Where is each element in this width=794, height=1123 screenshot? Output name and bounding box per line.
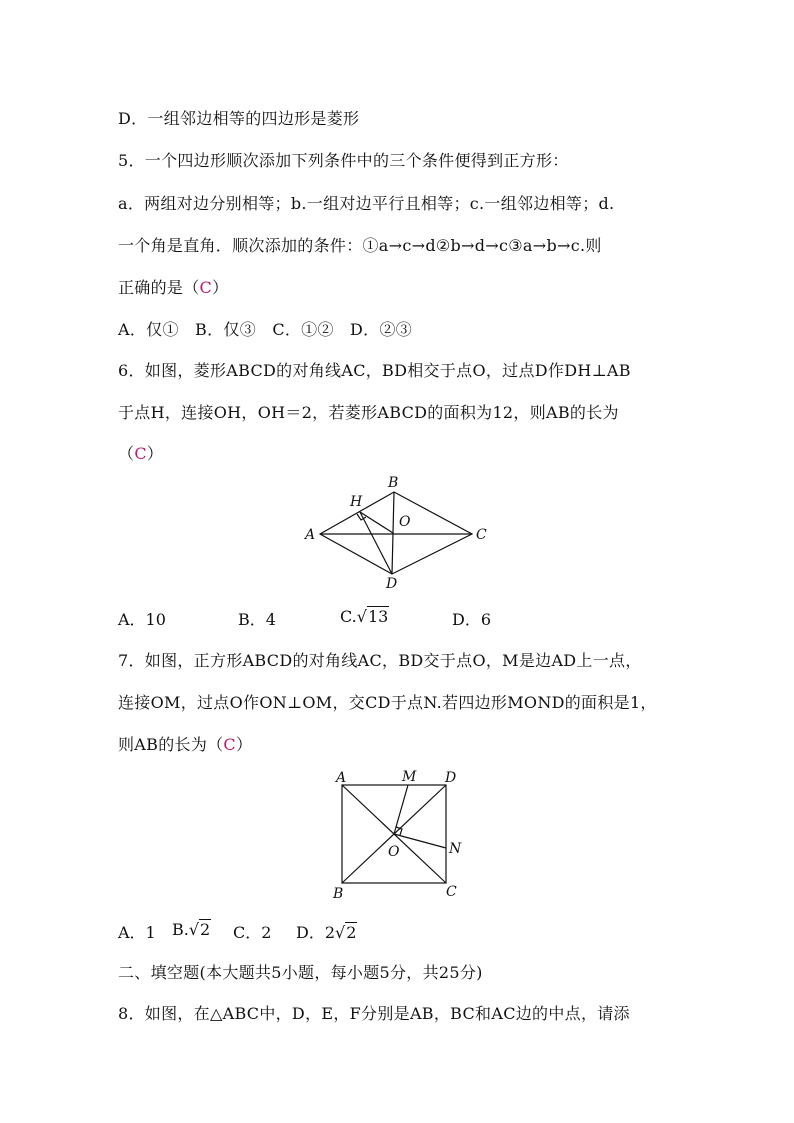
sqrt-2: √2 bbox=[335, 923, 357, 942]
label-o: O bbox=[388, 844, 400, 860]
square-figure bbox=[325, 766, 475, 904]
q6-option-c bbox=[340, 607, 389, 626]
rhombus-figure bbox=[300, 472, 500, 592]
q7-option-c: C．2 bbox=[233, 923, 272, 942]
q6-option-d: D．6 bbox=[452, 610, 492, 629]
line-q5-options: A．仅① B．仅③ C．①② D．②③ bbox=[118, 320, 413, 339]
line-q7-stem-2: 连接OM，过点O作ON⊥OM，交CD于点N.若四边形MOND的面积是1， bbox=[118, 693, 657, 712]
q6-option-a: A．10 bbox=[118, 610, 166, 629]
answer-prompt: 则AB的长为（ bbox=[118, 735, 224, 754]
answer-prompt: 正确的是（ bbox=[118, 278, 200, 297]
line-q5-orders: 一个角是直角．顺次添加的条件：①a→c→d②b→d→c③a→b→c.则 bbox=[118, 236, 602, 255]
rhombus-outline bbox=[320, 492, 472, 574]
answer-close: ） bbox=[212, 278, 229, 297]
q7-option-b bbox=[172, 920, 211, 939]
label-a: A bbox=[336, 770, 347, 786]
label-n: N bbox=[449, 841, 462, 857]
label-m: M bbox=[402, 769, 417, 785]
q7-option-a: A．1 bbox=[118, 923, 156, 942]
label-c: C bbox=[446, 884, 457, 900]
sqrt-radicand: 2 bbox=[200, 920, 211, 939]
label-d: D bbox=[386, 576, 398, 592]
line-q6-stem-2: 于点H，连接OH，OH＝2，若菱形ABCD的面积为12，则AB的长为 bbox=[118, 403, 619, 422]
q7-option-d-prefix: D．2 bbox=[296, 923, 336, 942]
line-q8-stem: 8．如图，在△ABC中，D，E，F分别是AB，BC和AC边的中点，请添 bbox=[118, 1004, 630, 1023]
label-b: B bbox=[333, 886, 344, 902]
line-q4-option-d: D．一组邻边相等的四边形是菱形 bbox=[118, 109, 360, 128]
sqrt-13: √13 bbox=[356, 607, 389, 626]
label-h: H bbox=[350, 494, 363, 510]
sqrt-2: √2 bbox=[188, 920, 211, 939]
label-a: A bbox=[305, 527, 316, 543]
line-q5-conditions: a．两组对边分别相等；b.一组对边平行且相等；c.一组邻边相等；d. bbox=[118, 194, 615, 213]
answer-letter: C bbox=[223, 735, 236, 754]
line-q7-stem-3 bbox=[118, 732, 252, 755]
q6-option-b: B．4 bbox=[238, 610, 276, 629]
answer-letter: C bbox=[199, 278, 213, 297]
line-q7-stem-1: 7．如图，正方形ABCD的对角线AC，BD交于点O，M是边AD上一点， bbox=[118, 651, 642, 670]
sqrt-radicand: 2 bbox=[346, 923, 357, 942]
line-q5-stem: 5．一个四边形顺次添加下列条件中的三个条件便得到正方形： bbox=[118, 151, 569, 170]
answer-close: ） bbox=[235, 735, 253, 754]
label-b: B bbox=[388, 475, 399, 491]
line-q6-answer bbox=[118, 441, 163, 464]
section-heading-fill-in: 二、填空题(本大题共5小题，每小题5分，共25分) bbox=[118, 963, 483, 982]
q7-option-b-prefix: B. bbox=[172, 920, 189, 939]
answer-letter: C bbox=[134, 444, 147, 463]
line-q5-answer bbox=[118, 275, 228, 298]
sqrt-radicand: 13 bbox=[367, 607, 389, 626]
answer-close: ） bbox=[146, 444, 164, 463]
line-q6-stem-1: 6．如图，菱形ABCD的对角线AC，BD相交于点O，过点D作DH⊥AB bbox=[118, 361, 631, 380]
label-d: D bbox=[445, 770, 457, 786]
q7-option-d bbox=[296, 920, 357, 943]
label-c: C bbox=[476, 527, 487, 543]
label-o: O bbox=[399, 514, 411, 530]
answer-open: （ bbox=[118, 444, 135, 463]
q6-option-c-prefix: C. bbox=[340, 607, 357, 626]
